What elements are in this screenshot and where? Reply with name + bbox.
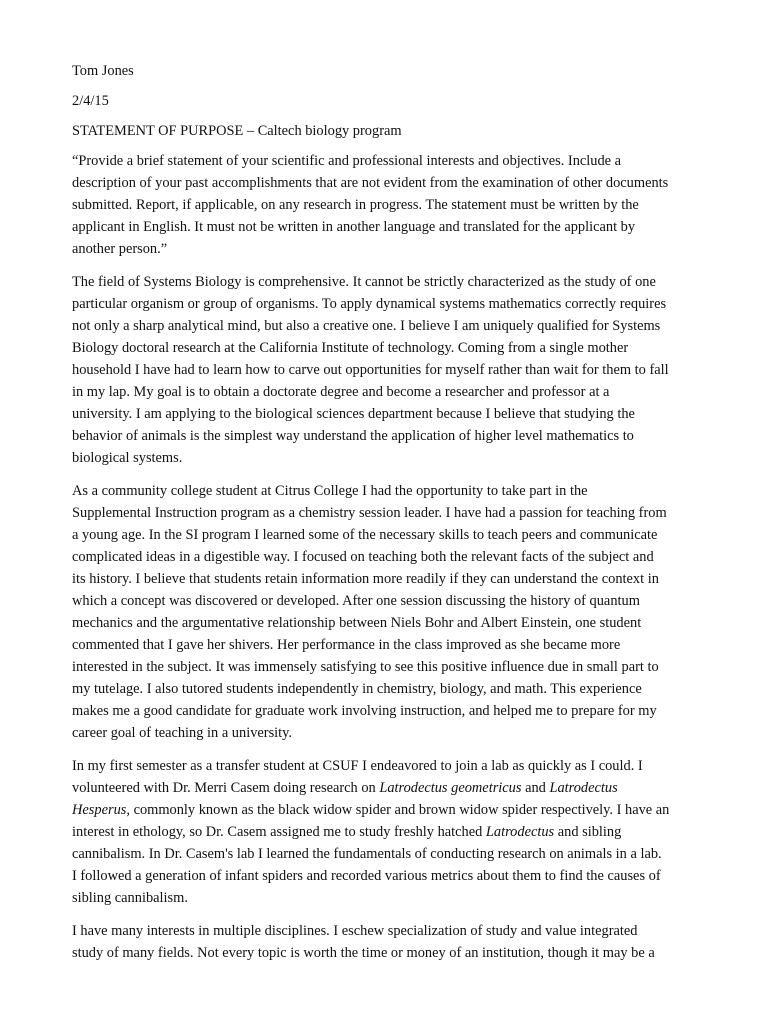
text-line: mechanics and the argumentative relationship between Niels Bohr and Albert Einstein, one student [72,615,642,631]
text-line: university. I am applying to the biological sciences department because I believe that studying the [72,406,635,422]
text-line: not only a sharp analytical mind, but also a creative one. I believe I am uniquely qualified for Systems [72,318,661,334]
text-line: cannibalism. In Dr. Casem's lab I learned the fundamentals of conducting research on animals in a lab. [72,846,662,862]
text-line [72,777,708,799]
text-line: In my first semester as a transfer student at CSUF I endeavored to join a lab as quickly as I could. I [72,758,643,774]
text-line: in my lap. My goal is to obtain a doctorate degree and become a researcher and professor at a [72,384,610,400]
text-line: submitted. Report, if applicable, on any research in progress. The statement must be written by the [72,197,639,213]
text-run: volunteered with Dr. Merri Casem doing research on [72,780,380,796]
text-line: The field of Systems Biology is comprehensive. It cannot be strictly characterized as the study of one [72,274,656,290]
paragraph-csuf-research [72,755,708,909]
author-name: Tom Jones [72,63,134,79]
text-line: makes me a good candidate for graduate work involving instruction, and helped me to prepare for my [72,703,657,719]
paragraph-community-college [72,480,708,744]
text-line: complicated ideas in a digestible way. I focused on teaching both the relevant facts of the subject and [72,549,654,565]
text-line: I have many interests in multiple disciplines. I eschew specialization of study and value integrated [72,923,638,939]
text-line: which a concept was discovered or developed. After one session discussing the history of quantum [72,593,640,609]
text-line [72,799,708,821]
text-line: description of your past accomplishments that are not evident from the examination of other documents [72,175,669,191]
text-line: household I have had to learn how to carve out opportunities for myself rather than wait for them to fall [72,362,669,378]
text-line: a young age. In the SI program I learned some of the necessary skills to teach peers and communicate [72,527,658,543]
text-line: applicant in English. It must not be written in another language and translated for the applicant by [72,219,636,235]
paragraph-interests [72,920,708,964]
date: 2/4/15 [72,93,109,109]
text-line: biological systems. [72,450,183,466]
text-line: interested in the subject. It was immensely satisfying to see this positive influence due in small part to [72,659,659,675]
species-name: Hesperus, [72,802,130,818]
text-line: my tutelage. I also tutored students independently in chemistry, biology, and math. This experience [72,681,642,697]
text-line: another person.” [72,241,168,257]
text-line: its history. I believe that students retain information more readily if they can understand the context in [72,571,659,587]
text-run: and sibling [554,824,622,840]
text-line: commented that I gave her shivers. Her performance in the class improved as she became more [72,637,621,653]
text-line: As a community college student at Citrus College I had the opportunity to take part in the [72,483,588,499]
text-run: interest in ethology, so Dr. Casem assigned me to study freshly hatched [72,824,486,840]
document-heading: STATEMENT OF PURPOSE – Caltech biology program [72,123,402,139]
text-line: “Provide a brief statement of your scientific and professional interests and objectives. Include a [72,153,622,169]
text-line: career goal of teaching in a university. [72,725,293,741]
text-line: sibling cannibalism. [72,890,188,906]
text-line: I followed a generation of infant spiders and recorded various metrics about them to find the causes of [72,868,661,884]
paragraph-systems-biology [72,271,708,469]
text-line: behavior of animals is the simplest way understand the application of higher level mathematics to [72,428,634,444]
species-name: Latrodectus geometricus [379,780,522,796]
text-run: and [521,780,550,796]
text-line: particular organism or group of organisms. To apply dynamical systems mathematics correctly requires [72,296,667,312]
text-line [72,821,708,843]
species-name: Latrodectus [549,780,618,796]
text-run: commonly known as the black widow spider and brown widow spider respectively. I have an [129,802,670,818]
document-page [72,60,708,975]
text-line: study of many fields. Not every topic is worth the time or money of an institution, though it may be a [72,945,655,961]
prompt-quote [72,150,708,260]
text-line: Supplemental Instruction program as a chemistry session leader. I have had a passion for teaching from [72,505,667,521]
species-name: Latrodectus [485,824,555,840]
text-line: Biology doctoral research at the California Institute of technology. Coming from a single mother [72,340,629,356]
